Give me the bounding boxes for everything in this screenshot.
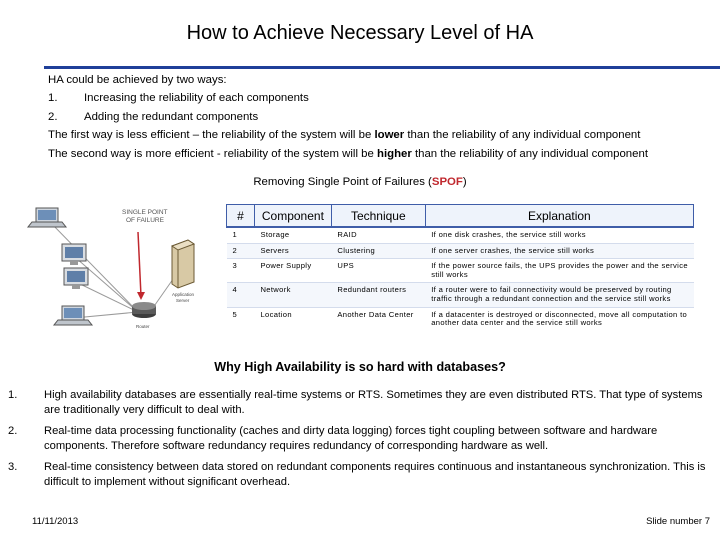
slide-title: How to Achieve Necessary Level of HA (186, 22, 534, 44)
table-cell: Redundant routers (331, 283, 425, 307)
table-row (227, 227, 694, 243)
list-text: Adding the redundant components (84, 110, 259, 123)
table-cell: If the power source fails, the UPS provides the power and the service still works (425, 259, 693, 283)
table-cell: Servers (254, 243, 331, 259)
table-cell: UPS (331, 259, 425, 283)
spof-diagram-label: SINGLE POINT (122, 209, 168, 216)
intro-line: The first way is less efficient – the reliability of the system will be lower than the reliability of any individual component (48, 129, 641, 142)
list-number: 2. (8, 424, 18, 437)
spof-label: SPOF (431, 176, 463, 188)
reasons-list (8, 388, 716, 495)
column-header: # (227, 205, 255, 228)
intro-line: The second way is more efficient - reliability of the system will be higher than the reliability of any individual component (48, 147, 648, 160)
table-cell: If a datacenter is destroyed or disconnected, move all computation to another data center and the service still works (425, 307, 693, 331)
title-divider (44, 66, 720, 69)
table-row (227, 307, 694, 331)
emphasis-lower: lower (374, 129, 405, 142)
server-icon (172, 240, 194, 288)
intro-list-item (48, 89, 708, 107)
list-text: Real-time consistency between data stored on redundant components requires continuous and instantaneous synchronization. This is difficult to implement without significant overhead. (44, 460, 706, 489)
slide-number: Slide number 7 (646, 516, 710, 527)
spof-network-diagram (26, 200, 222, 346)
intro-line: HA could be achieved by two ways: (48, 74, 227, 86)
table-cell: 3 (227, 259, 255, 283)
table-cell: Location (254, 307, 331, 331)
table-cell: Storage (254, 227, 331, 243)
column-header: Explanation (425, 205, 693, 228)
table-cell: Another Data Center (331, 307, 425, 331)
list-number: 3. (8, 460, 18, 473)
table-cell: If one server crashes, the service still works (425, 243, 693, 259)
list-number: 1. (8, 389, 18, 401)
router-icon (132, 302, 156, 318)
table-row (227, 283, 694, 307)
desktop-icon (62, 244, 86, 265)
column-header: Component (254, 205, 331, 228)
table-cell: Power Supply (254, 259, 331, 283)
list-number: 1. (48, 92, 58, 105)
spof-caption: Removing Single Point of Failures (SPOF) (253, 176, 467, 188)
table-row (227, 259, 694, 283)
list-item (8, 388, 716, 419)
router-label: Router (136, 324, 150, 329)
table-cell: If a router were to fail connectivity would be preserved by routing traffic through a redundant connection and the service still works (425, 283, 693, 307)
table-cell: 4 (227, 283, 255, 307)
column-header: Technique (331, 205, 425, 228)
table-cell: 1 (227, 227, 255, 243)
section-subtitle: Why High Availability is so hard with databases? (214, 360, 506, 374)
table-row (227, 243, 694, 259)
laptop-icon (28, 208, 66, 227)
intro-list-item (48, 108, 708, 126)
emphasis-higher: higher (376, 147, 412, 160)
server-label: Application (172, 292, 195, 297)
failure-pointer (137, 232, 145, 300)
list-text: Real-time data processing functionality (caches and dirty data logging) forces tight coupling between software and hardware components. Therefore software redundancy requires redundancy of corresponding hardware as well. (44, 424, 658, 453)
spof-table (226, 204, 694, 331)
spof-diagram-label: OF FAILURE (126, 217, 164, 224)
table-cell: 5 (227, 307, 255, 331)
table-cell: Network (254, 283, 331, 307)
table-cell: 2 (227, 243, 255, 259)
list-item (8, 424, 716, 455)
table-cell: RAID (331, 227, 425, 243)
table-header-row (227, 205, 694, 228)
server-label: Server (176, 298, 190, 303)
list-item (8, 460, 716, 491)
table-cell: Clustering (331, 243, 425, 259)
laptop-icon (54, 306, 92, 325)
footer-date: 11/11/2013 (32, 516, 79, 527)
table-cell: If one disk crashes, the service still works (425, 227, 693, 243)
list-text: High availability databases are essentially real-time systems or RTS. Sometimes they are even distributed RTS. That type of systems are traditionally very difficult to deal with. (44, 389, 703, 417)
list-number: 2. (48, 110, 58, 123)
intro-section (48, 71, 708, 163)
list-text: Increasing the reliability of each components (84, 92, 309, 105)
